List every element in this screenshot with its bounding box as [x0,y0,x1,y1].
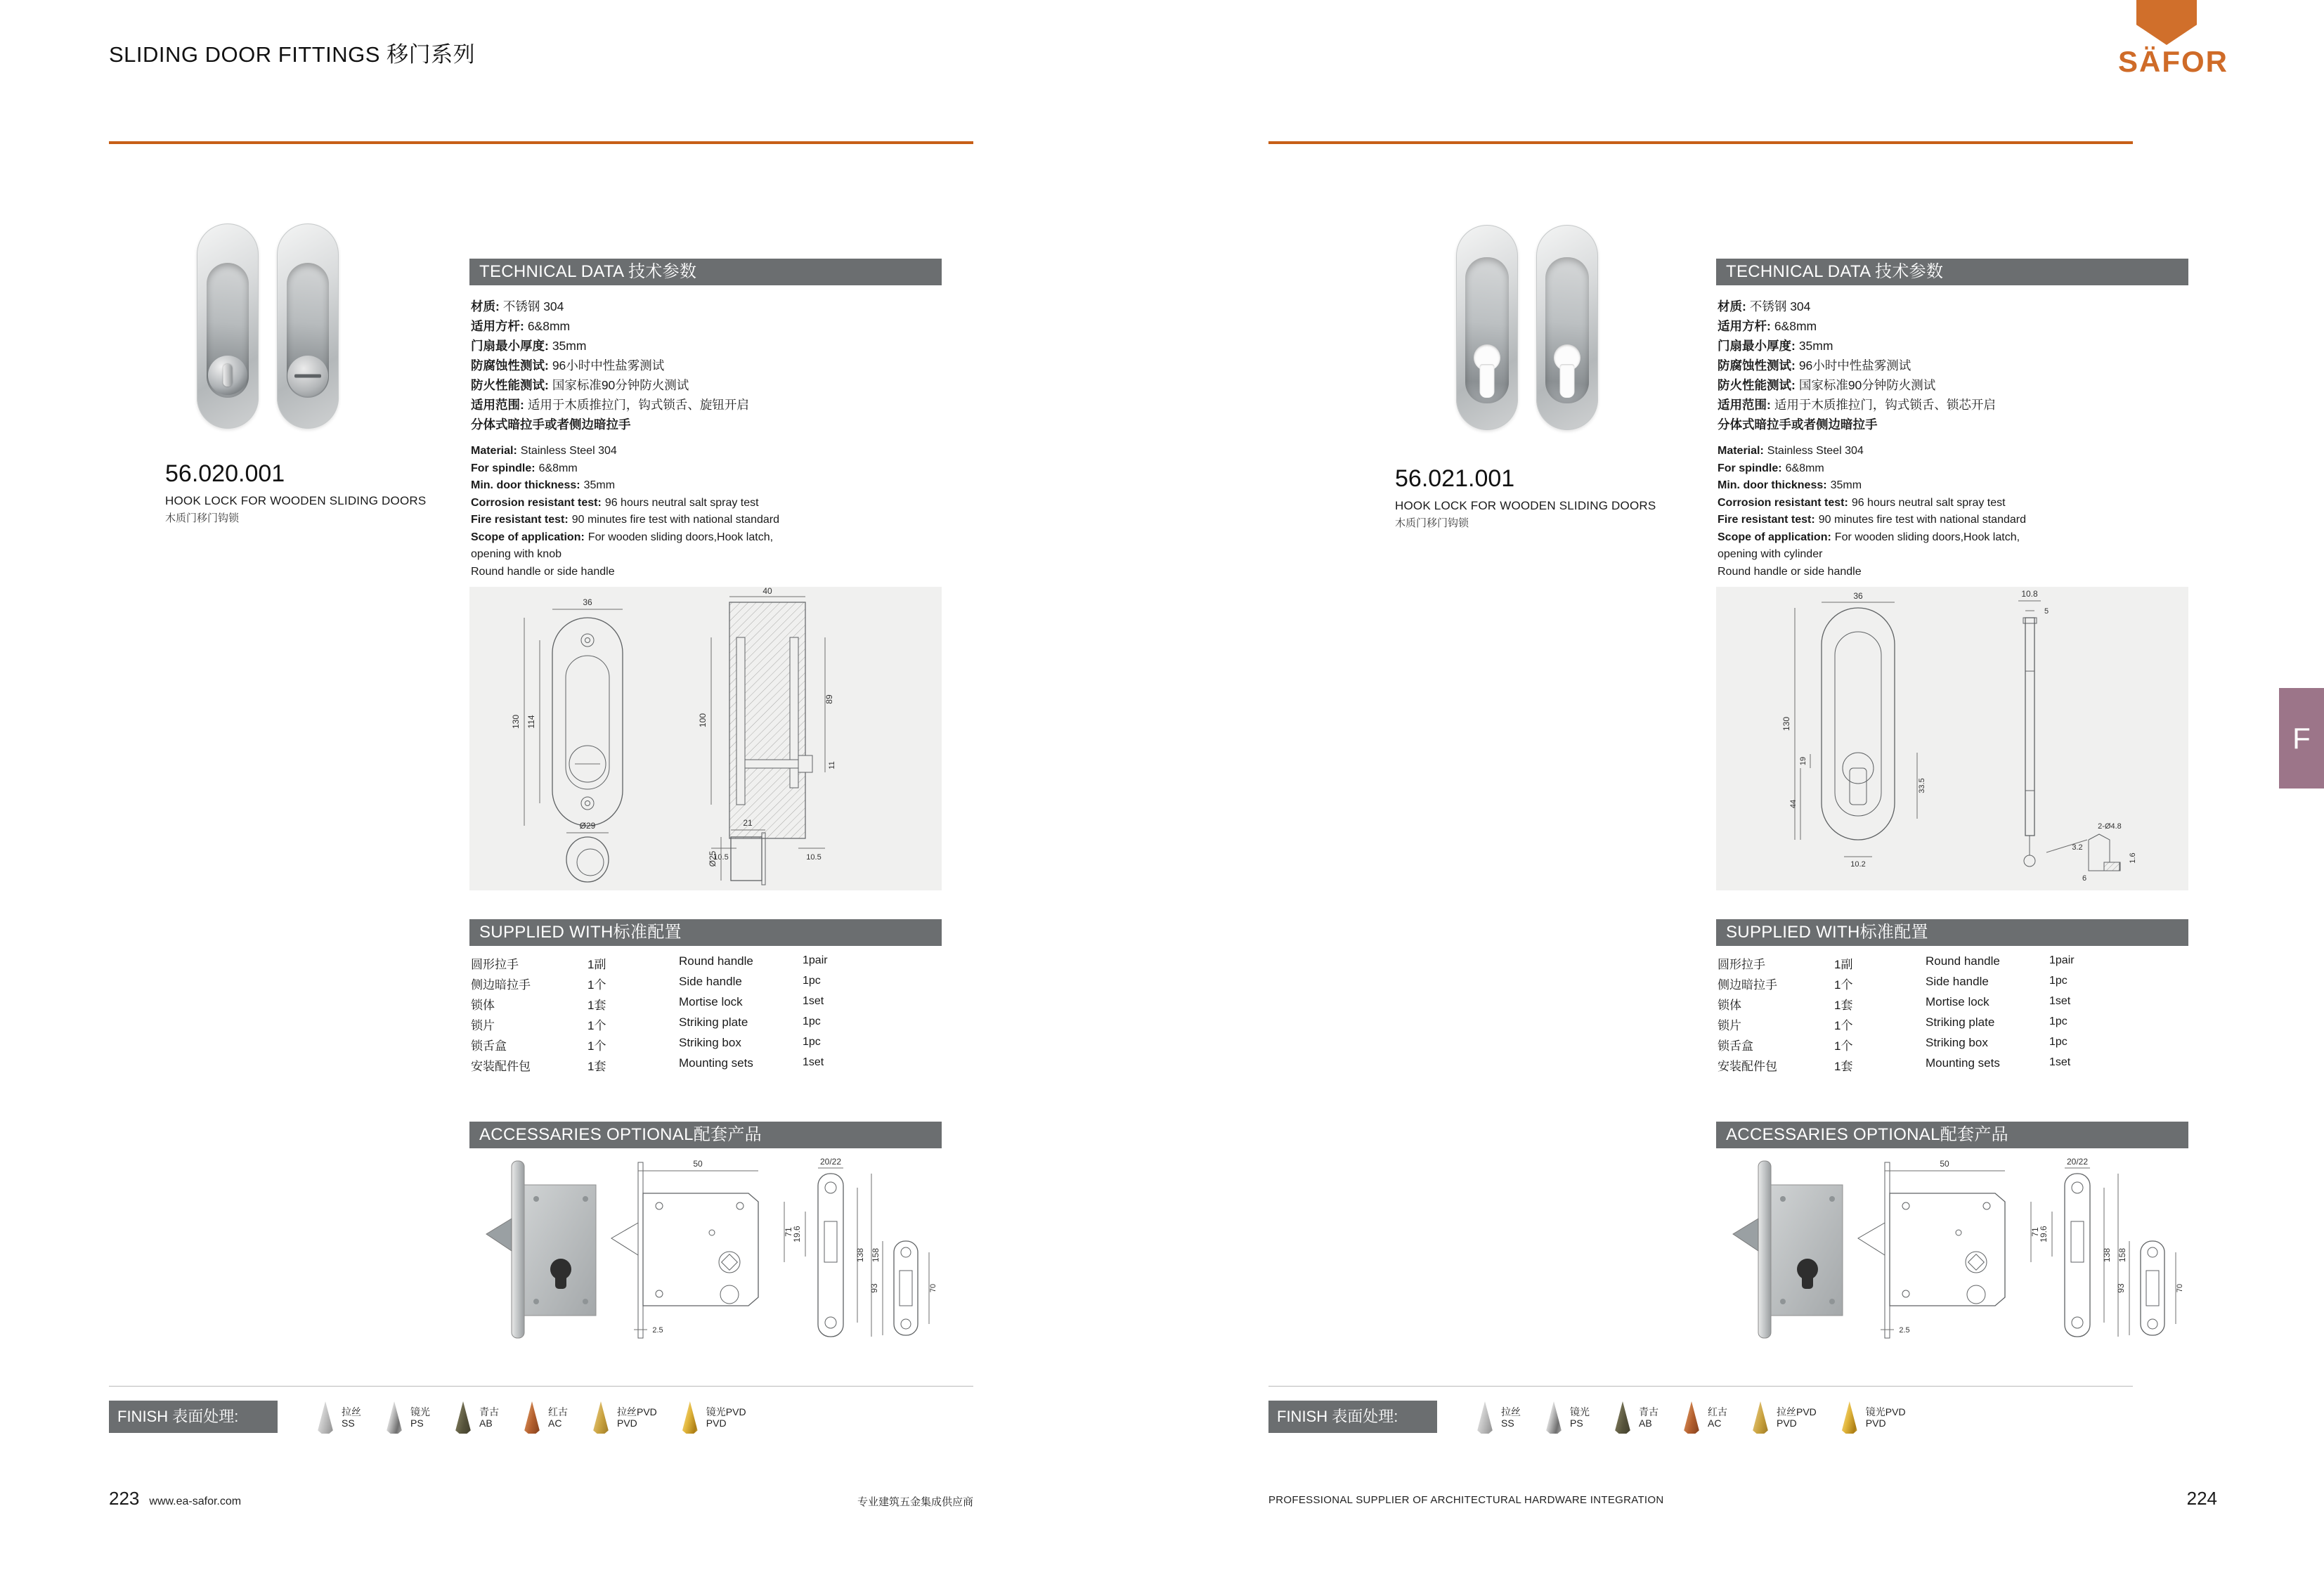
svg-text:Ø29: Ø29 [579,821,596,831]
svg-text:100: 100 [698,713,708,728]
spec-line: Scope of application: For wooden sliding doors,Hook latch, [1718,531,2020,543]
coin-turn-disc [287,356,328,396]
finish-item: 拉丝 SS [315,1401,361,1434]
finish-options [315,1401,746,1434]
finish-cone-icon [1474,1401,1495,1434]
finish-cone-icon [1750,1401,1771,1434]
svg-text:10.8: 10.8 [2021,589,2038,599]
spec-line: Min. door thickness: 35mm [1718,479,1862,491]
footer-slogan-cn: 专业建筑五金集成供应商 [857,1496,973,1508]
spec-line: Scope of application: For wooden sliding doors,Hook latch, [471,531,774,543]
finish-cone-icon [680,1401,701,1434]
svg-text:44: 44 [1789,799,1798,809]
svg-text:158: 158 [2117,1247,2127,1263]
svg-text:36: 36 [583,597,592,607]
svg-text:89: 89 [824,694,834,704]
svg-text:1.6: 1.6 [2129,852,2137,864]
svg-text:2.5: 2.5 [652,1326,663,1335]
svg-text:71: 71 [2030,1227,2040,1237]
finish-item: 拉丝 SS [1474,1401,1521,1434]
footer-left [109,1488,241,1510]
finish-cone-icon [521,1401,543,1434]
table-row: 圆形拉手 1副 Round handle 1pair [471,954,828,971]
spec-line: 门扇最小厚度: 35mm [471,339,587,353]
svg-text:50: 50 [1940,1159,1949,1169]
supplied-with-header: SUPPLIED WITH标准配置 [469,919,942,946]
spec-line: 分体式暗拉手或者侧边暗拉手 [471,417,631,431]
spec-line: 材质: 不锈钢 304 [471,299,564,313]
table-row: 锁体 1套 Mortise lock 1set [471,995,824,1012]
svg-text:Ø25: Ø25 [708,850,718,867]
finish-item: 青古 AB [1612,1401,1658,1434]
product-caption [1395,465,1718,530]
flush-pull-handle-disc [277,223,339,429]
divider [1268,1386,2133,1387]
svg-text:20/22: 20/22 [2066,1157,2089,1167]
spec-line: 分体式暗拉手或者侧边暗拉手 [1718,417,1878,431]
finish-cone-icon [1543,1401,1564,1434]
svg-text:93: 93 [869,1283,879,1293]
svg-text:71: 71 [784,1227,793,1237]
spec-line: Corrosion resistant test: 96 hours neutral salt spray test [1718,496,2006,509]
svg-text:158: 158 [871,1247,881,1263]
table-row: 锁片 1个 Striking plate 1pc [471,1015,821,1032]
spec-list-en [471,443,779,580]
technical-drawing [1716,587,2188,890]
spec-line: opening with knob [471,548,561,560]
spec-line: 适用范围: 适用于木质推拉门，钩式锁舌、锁芯开启 [1718,398,1996,412]
finish-cone-icon [1681,1401,1702,1434]
finish-item: 拉丝PVD PVD [1750,1401,1817,1434]
product-photo [197,223,339,429]
spec-line: 材质: 不锈钢 304 [1718,299,1811,313]
footer-page-number: 223 [109,1488,140,1509]
table-row: 锁舌盒 1个 Striking box 1pc [1718,1036,2067,1053]
svg-text:3.2: 3.2 [2072,843,2083,852]
finish-item: 镜光 PS [1543,1401,1590,1434]
svg-text:70: 70 [929,1283,937,1293]
svg-text:21: 21 [743,818,753,828]
finish-cone-icon [590,1401,611,1434]
finish-cone-icon [453,1401,474,1434]
spec-line: Material: Stainless Steel 304 [471,445,617,457]
product-caption [165,460,488,525]
spec-line: opening with cylinder [1718,548,1823,560]
table-row: 侧边暗拉手 1个 Side handle 1pc [1718,975,2067,992]
spec-line: 适用方杆: 6&8mm [471,319,571,333]
spec-line: 防火性能测试: 国家标准90分钟防火测试 [471,378,689,392]
spec-list-en [1718,443,2026,580]
table-row: 锁片 1个 Striking plate 1pc [1718,1015,2067,1032]
spec-line: Round handle or side handle [1718,565,1862,578]
spec-line: Fire resistant test: 90 minutes fire test with national standard [1718,514,2026,526]
turn-knob [208,356,247,395]
divider [109,1386,973,1387]
spec-list-cn [471,297,749,434]
disc-slot [294,375,321,378]
footer-slogan-en: PROFESSIONAL SUPPLIER OF ARCHITECTURAL HARDWARE INTEGRATION [1268,1494,1664,1506]
footer-page-number: 224 [2186,1488,2217,1509]
table-row: 锁舌盒 1个 Striking box 1pc [471,1036,821,1053]
technical-drawing [469,587,942,890]
product-photo [1456,225,1598,430]
accessory-drawing [469,1157,942,1343]
spec-line: Round handle or side handle [471,565,615,578]
spec-line: Material: Stainless Steel 304 [1718,445,1864,457]
brand-wordmark: SÄFOR [2118,45,2228,78]
accessories-header: ACCESSARIES OPTIONAL配套产品 [469,1122,942,1148]
footer-site: www.ea-safor.com [149,1495,242,1507]
product-name-en: HOOK LOCK FOR WOODEN SLIDING DOORS [1395,499,1656,512]
spec-line: 适用范围: 适用于木质推拉门，钩式锁舌、旋钮开启 [471,398,749,412]
svg-text:10.5: 10.5 [713,853,729,862]
euro-keyhole-cutout [1474,344,1500,399]
section-tab-f: F [2279,688,2324,788]
svg-text:2-Ø4.8: 2-Ø4.8 [2098,822,2122,831]
spec-line: For spindle: 6&8mm [471,462,578,474]
supplied-table [1716,954,2188,1077]
table-row: 圆形拉手 1副 Round handle 1pair [1718,954,2075,971]
finish-header: FINISH 表面处理: [1268,1401,1437,1433]
spec-line: 防腐蚀性测试: 96小时中性盐雾测试 [471,358,665,372]
finish-header: FINISH 表面处理: [109,1401,278,1433]
spec-line: 防腐蚀性测试: 96小时中性盐雾测试 [1718,358,1911,372]
finish-cone-icon [1839,1401,1860,1434]
finish-cone-icon [315,1401,336,1434]
euro-keyhole-cutout [1554,344,1580,399]
product-name-en: HOOK LOCK FOR WOODEN SLIDING DOORS [165,494,427,507]
svg-text:19: 19 [1799,756,1807,766]
finish-item: 镜光PVD PVD [680,1401,746,1434]
finish-item: 镜光PVD PVD [1839,1401,1906,1434]
product-name-cn: 木质门移门钩锁 [165,512,240,524]
table-row: 侧边暗拉手 1个 Side handle 1pc [471,975,821,992]
svg-text:138: 138 [2102,1247,2112,1263]
svg-text:114: 114 [526,715,536,729]
svg-text:19.6: 19.6 [2039,1226,2049,1242]
svg-text:19.6: 19.6 [792,1226,802,1242]
spec-line: 适用方杆: 6&8mm [1718,319,1817,333]
spec-line: Corrosion resistant test: 96 hours neutral salt spray test [471,496,759,509]
svg-text:50: 50 [693,1159,703,1169]
spec-list-cn [1718,297,1996,434]
table-row: 安装配件包 1套 Mounting sets 1set [1718,1056,2071,1073]
product-name-cn: 木质门移门钩锁 [1395,517,1469,529]
flush-pull-handle-cylinder [1536,225,1598,430]
finish-item: 红古 AC [521,1401,568,1434]
svg-text:10.2: 10.2 [1850,860,1866,869]
technical-data-header: TECHNICAL DATA 技术参数 [1716,259,2188,285]
product-code: 56.020.001 [165,460,285,487]
svg-text:138: 138 [855,1247,865,1263]
finish-cone-icon [1612,1401,1633,1434]
technical-data-header: TECHNICAL DATA 技术参数 [469,259,942,285]
svg-text:36: 36 [1853,591,1863,601]
finish-item: 红古 AC [1681,1401,1727,1434]
supplied-with-header: SUPPLIED WITH标准配置 [1716,919,2188,946]
svg-text:33.5: 33.5 [1918,778,1926,793]
page-title: SLIDING DOOR FITTINGS 移门系列 [109,42,476,67]
svg-text:20/22: 20/22 [819,1157,842,1167]
table-row: 安装配件包 1套 Mounting sets 1set [471,1056,824,1073]
svg-text:70: 70 [2176,1283,2184,1293]
spec-line: Min. door thickness: 35mm [471,479,616,491]
table-row: 锁体 1套 Mortise lock 1set [1718,995,2071,1012]
flush-pull-handle-cylinder [1456,225,1518,430]
svg-text:130: 130 [1781,716,1791,732]
finish-options [1474,1401,1906,1434]
finish-cone-icon [384,1401,405,1434]
spec-line: Fire resistant test: 90 minutes fire test with national standard [471,514,779,526]
finish-item: 青古 AB [453,1401,499,1434]
svg-text:6: 6 [2082,874,2087,883]
knob-slot [223,364,233,387]
finish-item: 镜光 PS [384,1401,430,1434]
svg-text:10.5: 10.5 [806,853,822,862]
finish-item: 拉丝PVD PVD [590,1401,657,1434]
spec-column-left [469,0,942,1577]
spec-line: 防火性能测试: 国家标准90分钟防火测试 [1718,378,1936,392]
flush-pull-handle-knob [197,223,259,429]
spec-line: For spindle: 6&8mm [1718,462,1824,474]
svg-text:5: 5 [2044,607,2049,616]
svg-text:130: 130 [511,714,521,729]
svg-text:2.5: 2.5 [1899,1326,1910,1335]
product-code: 56.021.001 [1395,465,1515,492]
svg-text:40: 40 [762,587,772,596]
accessories-header: ACCESSARIES OPTIONAL配套产品 [1716,1122,2188,1148]
supplied-table [469,954,942,1077]
svg-text:93: 93 [2116,1283,2126,1293]
accessory-drawing [1716,1157,2188,1343]
svg-text:11: 11 [828,761,836,770]
spec-line: 门扇最小厚度: 35mm [1718,339,1833,353]
spec-column-right [1716,0,2188,1577]
